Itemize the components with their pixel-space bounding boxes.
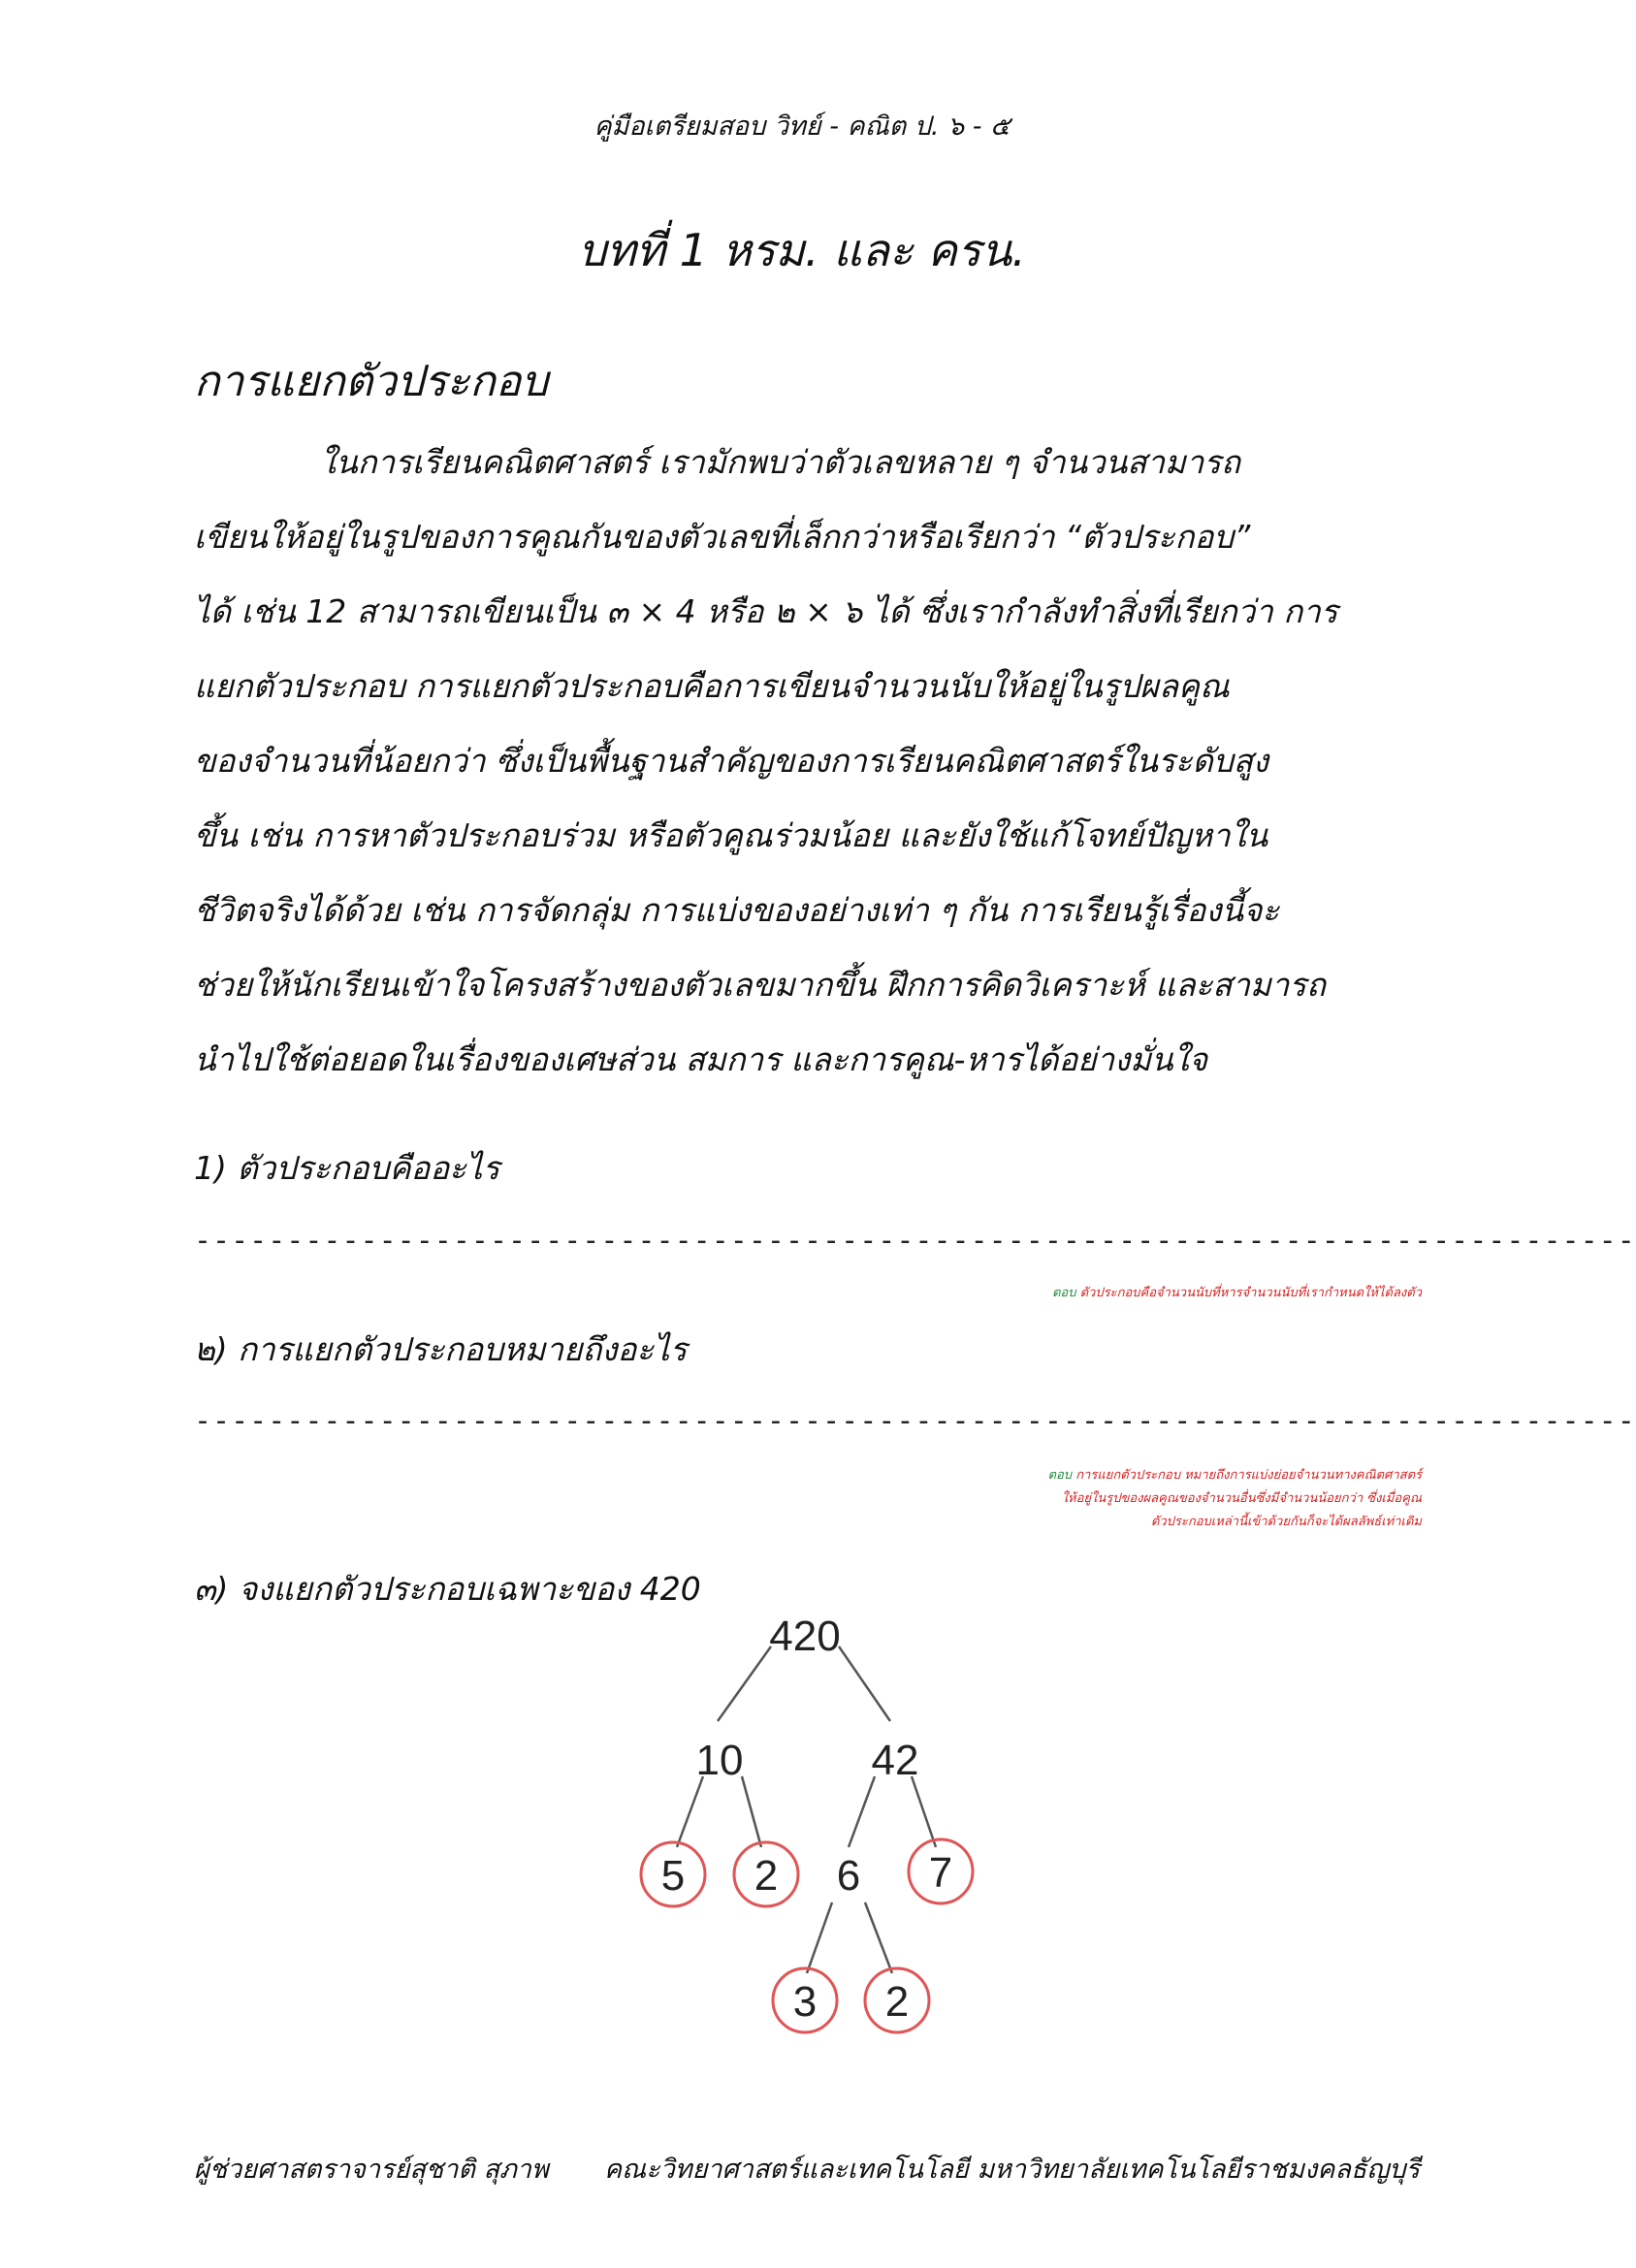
question-2-answer-line: ------------------------------------------------------------------------------ [194, 1404, 1636, 1438]
paragraph-line: แยกตัวประกอบ การแยกตัวประกอบคือการเขียนจำนวนนับให้อยู่ในรูปผลคูณ [194, 667, 1230, 705]
paragraph-line: ชีวิตจริงได้ด้วย เช่น การจัดกลุ่ม การแบ่งของอย่างเท่า ๆ กัน การเรียนรู้เรื่องนี้จะ [194, 891, 1280, 929]
question-2-answer-line-3: ตัวประกอบเหล่านี้เข้าด้วยกันก็จะได้ผลลัพธ์เท่าเดิม [1150, 1515, 1422, 1529]
section-title: การแยกตัวประกอบ [194, 357, 549, 406]
tree-node-root: 420 [769, 1613, 841, 1660]
tree-node-42: 42 [871, 1737, 919, 1784]
paragraph-line: ขึ้น เช่น การหาตัวประกอบร่วม หรือตัวคูณร่วมน้อย และยังใช้แก้โจทย์ปัญหาใน [194, 816, 1268, 854]
question-2-label: ๒) การแยกตัวประกอบหมายถึงอะไร [194, 1330, 688, 1368]
answer-text: การแยกตัวประกอบ หมายถึงการแบ่งย่อยจำนวนทางคณิตศาสตร์ [1075, 1468, 1422, 1483]
paragraph-line: ของจำนวนที่น้อยกว่า ซึ่งเป็นพื้นฐานสำคัญของการเรียนคณิตศาสตร์ในระดับสูง [194, 742, 1269, 780]
paragraph-line: เขียนให้อยู่ในรูปของการคูณกันของตัวเลขที่เล็กกว่าหรือเรียกว่า “ตัวประกอบ” [194, 518, 1251, 556]
paragraph-line: ได้ เช่น 12 สามารถเขียนเป็น ๓ × 4 หรือ ๒ × ๖ ได้ ซึ่งเรากำลังทำสิ่งที่เรียกว่า การ [194, 592, 1338, 630]
tree-node-5: 5 [660, 1852, 686, 1900]
question-1-label: 1) ตัวประกอบคืออะไร [194, 1149, 500, 1187]
tree-edge [865, 1902, 892, 1973]
footer-author: ผู้ช่วยศาสตราจารย์สุชาติ สุภาพ [194, 2155, 549, 2185]
question-1-answer [1052, 1282, 1422, 1302]
tree-edge [718, 1646, 771, 1721]
question-1-answer-line: ------------------------------------------------------------------------------ [194, 1224, 1636, 1258]
tree-edge [839, 1646, 890, 1721]
paragraph-line: นำไปใช้ต่อยอดในเรื่องของเศษส่วน สมการ และการคูณ-หารได้อย่างมั่นใจ [194, 1040, 1208, 1078]
paragraph-line: ในการเรียนคณิตศาสตร์ เรามักพบว่าตัวเลขหลาย ๆ จำนวนสามารถ [320, 443, 1240, 481]
tree-edge [912, 1776, 936, 1847]
tree-edge [677, 1776, 703, 1847]
footer-institution: คณะวิทยาศาสตร์และเทคโนโลยี มหาวิทยาลัยเทคโนโลยีราชมงคลธัญบุรี [604, 2155, 1420, 2185]
tree-node-2: 2 [754, 1852, 779, 1900]
tree-edge [807, 1902, 832, 1973]
tree-node-2b: 2 [884, 1978, 910, 2026]
tree-edge [742, 1776, 761, 1847]
answer-label: ตอบ [1047, 1468, 1073, 1483]
paragraph-line: ช่วยให้นักเรียนเข้าใจโครงสร้างของตัวเลขมากขึ้น ฝึกการคิดวิเคราะห์ และสามารถ [194, 966, 1326, 1004]
tree-node-10: 10 [695, 1737, 744, 1784]
question-2-answer-line-2: ให้อยู่ในรูปของผลคูณของจำนวนอื่นซึ่งมีจำนวนน้อยกว่า ซึ่งเมื่อคูณ [1061, 1491, 1422, 1506]
question-3-label: ๓) จงแยกตัวประกอบเฉพาะของ 420 [194, 1570, 701, 1608]
question-2-answer [1048, 1464, 1422, 1485]
tree-node-6: 6 [836, 1852, 861, 1900]
tree-node-7: 7 [928, 1849, 953, 1897]
answer-label: ตอบ [1051, 1286, 1076, 1300]
page-header: คู่มือเตรียมสอบ วิทย์ - คณิต ป. ๖ - ๕ [593, 112, 1010, 142]
factor-tree-diagram [601, 1600, 1009, 2085]
tree-node-3: 3 [792, 1978, 818, 2026]
tree-edge [849, 1776, 875, 1847]
answer-text: ตัวประกอบคือจำนวนนับที่หารจำนวนนับที่เรากำหนดให้ได้ลงตัว [1079, 1286, 1422, 1300]
chapter-title: บทที่ 1 หรม. และ ครน. [578, 224, 1026, 276]
